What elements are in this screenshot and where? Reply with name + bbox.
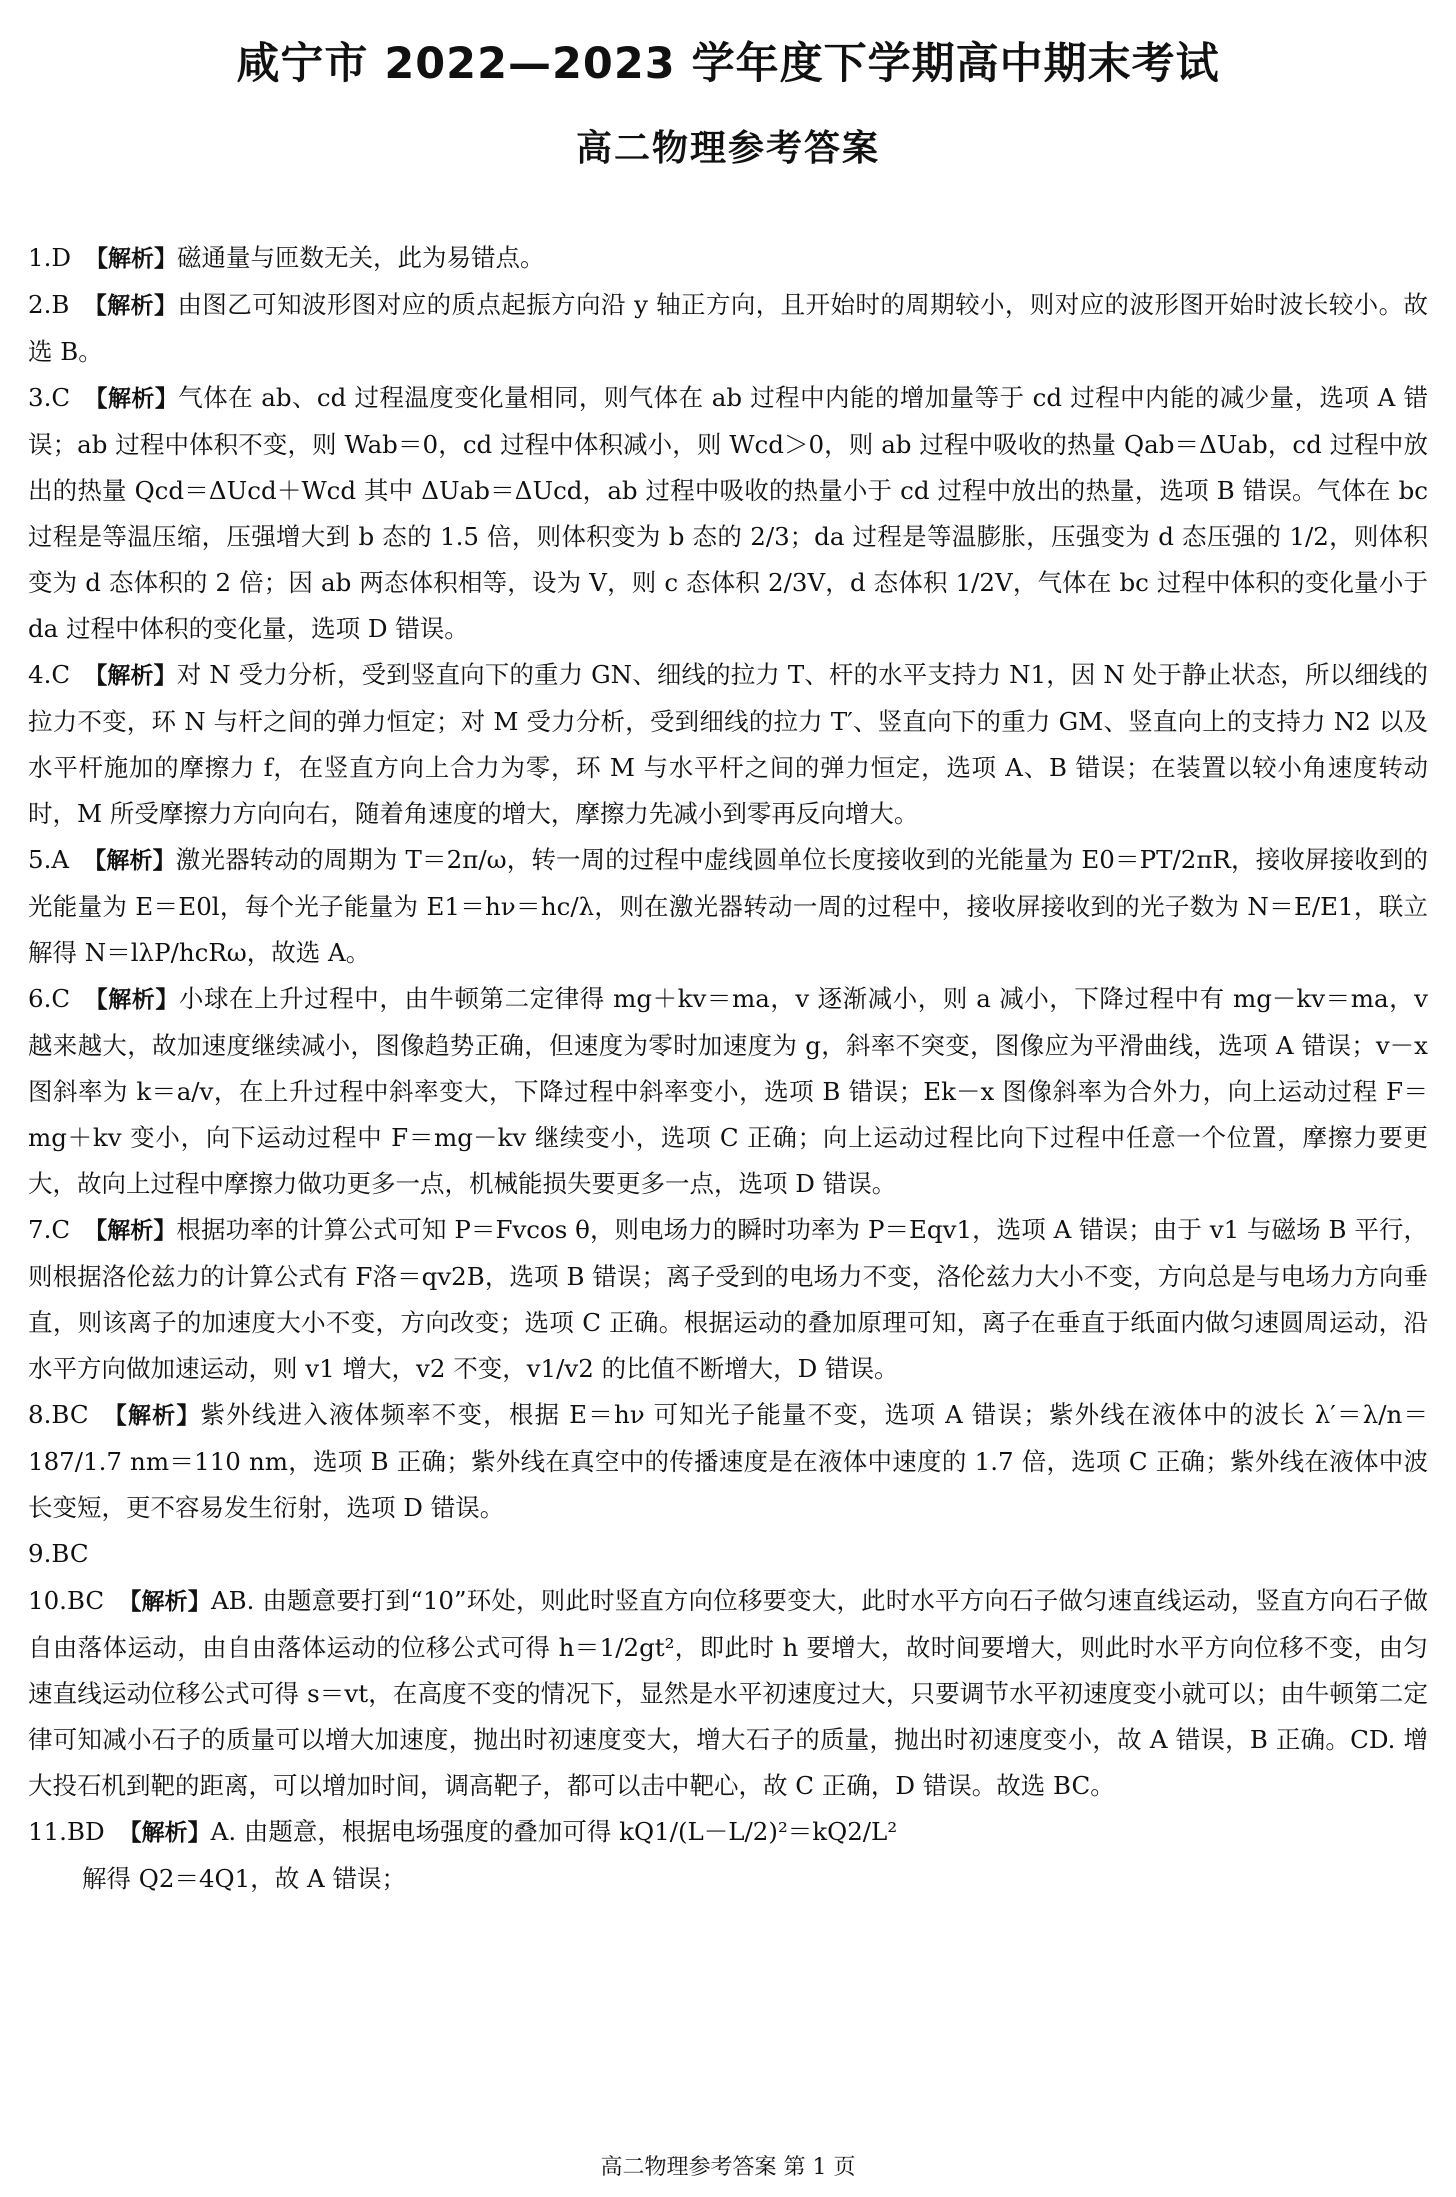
answer-item-6: [28, 976, 1428, 1207]
answer-item-7: [28, 1207, 1428, 1392]
answer-text: 根据功率的计算公式可知 P＝Fvcos θ，则电场力的瞬时功率为 P＝Eqv1，选项 A 错误；由于 v1 与磁场 B 平行，则根据洛伦兹力的计算公式有 F洛＝qv2B，选项 B 错误；离子受到的电场力不变，洛伦兹力大小不变，方向总是与电场力方向垂直，则该离子的加速度大小不变，方向改变；选项 C 正确。根据运动的叠加原理可知，离子在垂直于纸面内做匀速圆周运动，沿水平方向做加速运动，则 v1 增大，v2 不变，v1/v2 的比值不断增大，D 错误。: [28, 1215, 1428, 1383]
answer-item-2: [28, 282, 1428, 375]
analysis-tag: 【解析】: [118, 1820, 211, 1846]
answer-number: 7.C: [28, 1215, 71, 1244]
analysis-tag: 【解析】: [84, 987, 179, 1013]
answer-list: [28, 235, 1428, 1903]
answer-text: 气体在 ab、cd 过程温度变化量相同，则气体在 ab 过程中内能的增加量等于 cd 过程中内能的减少量，选项 A 错误；ab 过程中体积不变，则 Wab＝0，cd 过程中体积减小，则 Wcd＞0，则 ab 过程中吸收的热量 Qab＝ΔUab，cd 过程中放出的热量 Qcd＝ΔUcd＋Wcd 其中 ΔUab＝ΔUcd，ab 过程中吸收的热量小于 cd 过程中放出的热量，选项 B 错误。气体在 bc 过程是等温压缩，压强增大到 b 态的 1.5 倍，则体积变为 b 态的 2/3；da 过程是等温膨胀，压强变为 d 态压强的 1/2，则体积变为 d 态体积的 2 倍；因 ab 两态体积相等，设为 V，则 c 态体积 2/3V，d 态体积 1/2V，气体在 bc 过程中体积的变化量小于 da 过程中体积的变化量，选项 D 错误。: [28, 383, 1428, 643]
answer-text: A. 由题意，根据电场强度的叠加可得 kQ1/(L－L/2)²＝kQ2/L²: [210, 1817, 898, 1846]
answer-text: AB. 由题意要打到“10”环处，则此时竖直方向位移要变大，此时水平方向石子做匀速直线运动，竖直方向石子做自由落体运动，由自由落体运动的位移公式可得 h＝1/2gt²，即此时 h 要增大，故时间要增大，则此时水平方向位移不变，由匀速直线运动位移公式可得 s＝vt，在高度不变的情况下，显然是水平初速度过大，只要调节水平初速度变小就可以；由牛顿第二定律可知减小石子的质量可以增大加速度，抛出时初速度变大，增大石子的质量，抛出时初速度变小，故 A 错误，B 正确。CD. 增大投石机到靶的距离，可以增加时间，调高靶子，都可以击中靶心，故 C 正确，D 错误。故选 BC。: [28, 1586, 1429, 1800]
answer-number: 5.A: [28, 845, 70, 874]
answer-item-1: [28, 235, 1428, 282]
analysis-tag: 【解析】: [83, 293, 178, 319]
answer-number: 4.C: [28, 660, 71, 689]
answer-number: 2.B: [28, 290, 70, 319]
answer-text: 对 N 受力分析，受到竖直向下的重力 GN、细线的拉力 T、杆的水平支持力 N1，因 N 处于静止状态，所以细线的拉力不变，环 N 与杆之间的弹力恒定；对 M 受力分析，受到细线的拉力 T′、竖直向下的重力 GM、竖直向上的支持力 N2 以及水平杆施加的摩擦力 f，在竖直方向上合力为零，环 M 与水平杆之间的弹力恒定，选项 A、B 错误；在装置以较小角速度转动时，M 所受摩擦力方向向右，随着角速度的增大，摩擦力先减小到零再反向增大。: [28, 660, 1429, 828]
analysis-tag: 【解析】: [118, 1589, 211, 1615]
answer-text: 激光器转动的周期为 T＝2π/ω，转一周的过程中虚线圆单位长度接收到的光能量为 E0＝PT/2πR，接收屏接收到的光能量为 E＝E0l，每个光子能量为 E1＝hν＝hc/λ，则在激光器转动一周的过程中，接收屏接收到的光子数为 N＝E/E1，联立解得 N＝lλP/hcRω，故选 A。: [28, 845, 1429, 967]
answer-text: 由图乙可知波形图对应的质点起振方向沿 y 轴正方向，且开始时的周期较小，则对应的波形图开始时波长较小。故选 B。: [28, 290, 1428, 366]
answer-item-11-continuation: [28, 1856, 1428, 1903]
answer-text: 解得 Q2＝4Q1，故 A 错误；: [82, 1864, 406, 1893]
page-footer: 高二物理参考答案 第 1 页: [600, 2155, 856, 2180]
answer-item-4: [28, 652, 1428, 837]
answer-text: 磁通量与匝数无关，此为易错点。: [177, 243, 545, 272]
answer-text: 小球在上升过程中，由牛顿第二定律得 mg＋kv＝ma，v 逐渐减小，则 a 减小，下降过程中有 mg－kv＝ma，v 越来越大，故加速度继续减小，图像趋势正确，但速度为零时加速度为 g，斜率不突变，图像应为平滑曲线，选项 A 错误；v－x 图斜率为 k＝a/v，在上升过程中斜率变大，下降过程中斜率变小，选项 B 错误；Ek－x 图像斜率为合外力，向上运动过程 F＝mg＋kv 变小，向下运动过程中 F＝mg－kv 继续变小，选项 C 正确；向上运动过程比向下过程中任意一个位置，摩擦力要更大，故向上过程中摩擦力做功更多一点，机械能损失要更多一点，选项 D 错误。: [28, 984, 1429, 1198]
answer-number: 10.BC: [28, 1586, 105, 1615]
analysis-tag: 【解析】: [84, 1218, 177, 1244]
answer-number: 3.C: [28, 383, 71, 412]
answer-item-5: [28, 837, 1428, 976]
answer-number: 11.BD: [28, 1817, 105, 1846]
analysis-tag: 【解析】: [102, 1403, 201, 1429]
answer-item-3: [28, 375, 1428, 652]
answer-item-10: [28, 1578, 1428, 1809]
analysis-tag: 【解析】: [83, 848, 176, 874]
analysis-tag: 【解析】: [85, 246, 178, 272]
answer-text: 紫外线进入液体频率不变，根据 E＝hν 可知光子能量不变，选项 A 错误；紫外线在液体中的波长 λ′＝λ/n＝187/1.7 nm＝110 nm，选项 B 正确；紫外线在真空中的传播速度是在液体中速度的 1.7 倍，选项 C 正确；紫外线在液体中波长变短，更不容易发生衍射，选项 D 错误。: [28, 1400, 1428, 1522]
page-title: 咸宁市 2022—2023 学年度下学期高中期末考试: [236, 39, 1220, 89]
answer-number: 6.C: [28, 984, 71, 1013]
answer-item-9: [28, 1531, 1428, 1578]
answer-number: 1.D: [28, 243, 72, 272]
answer-item-8: [28, 1392, 1428, 1531]
answer-item-11: [28, 1809, 1428, 1856]
page-subtitle: 高二物理参考答案: [575, 128, 880, 169]
analysis-tag: 【解析】: [84, 386, 179, 412]
answer-number: 9.BC: [28, 1539, 89, 1568]
answer-number: 8.BC: [28, 1400, 89, 1429]
analysis-tag: 【解析】: [84, 663, 177, 689]
